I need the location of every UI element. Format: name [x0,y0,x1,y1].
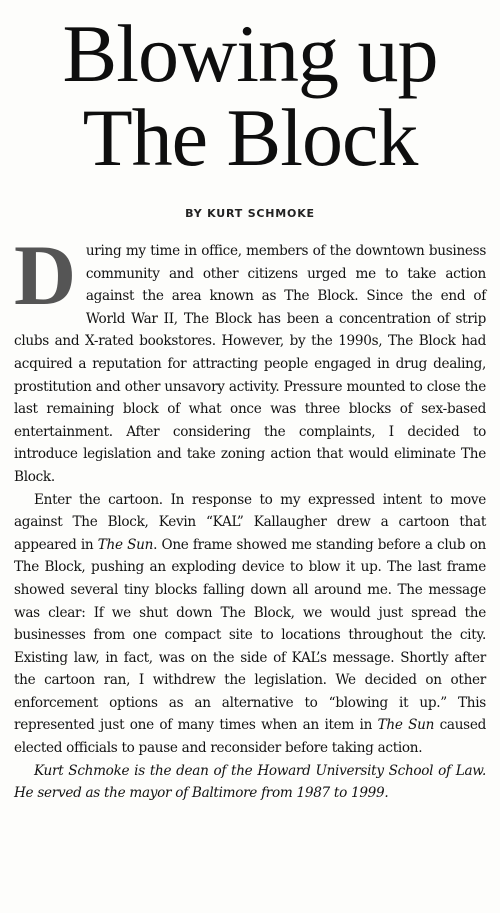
paragraph-2-text-c: caused elected officials to pause and reconsider before taking action. [14,717,486,757]
article-body [14,227,486,805]
newspaper-name: The Sun [97,536,154,553]
drop-cap: D [14,227,76,323]
newspaper-name: The Sun [377,717,435,734]
paragraph-2-text-a: Enter the cartoon. In response to my expressed intent to move against The Block, Kevin “KAL” Kallaugher drew a cartoon that appeared in [14,491,486,553]
paragraph-2 [14,489,486,760]
paragraph-2-text-b: . One frame showed me standing before a club on The Block, pushing an exploding device to blow it up. The last frame showed several tiny blocks falling down all around me. The message was clear: If we shut down The Block, we would just spread the businesses from one compact site to locations throughout the city. Existing law, in fact, was on the side of KAL’s message. Shortly after the cartoon ran, I withdrew the legislation. We decided on other enforcement options as an alternative to “blowing it up.” This represented just one of many times when an item in [14,536,486,734]
author-bio: Kurt Schmoke is the dean of the Howard University School of Law. He served as the mayor of Baltimore from 1987 to 1999. [14,762,486,802]
paragraph-1-text: uring my time in office, members of the downtown business community and other citizens urged me to take action against the area known as The Block. Since the end of World War II, The Block has been a concentration of strip clubs and X-rated bookstores. However, by the 1990s, The Block had acquired a reputation for attracting people engaged in drug dealing, prostitution and other unsavory activity. Pressure mounted to close the last remaining block of what once was three blocks of sex-based entertainment. After considering the complaints, I decided to introduce legislation and take zoning action that would eliminate The Block. [14,243,486,485]
headline-line-1: Blowing up [62,8,438,99]
paragraph-1 [14,227,486,489]
headline-line-2: The Block [82,92,418,183]
byline: BY KURT SCHMOKE [185,207,315,220]
